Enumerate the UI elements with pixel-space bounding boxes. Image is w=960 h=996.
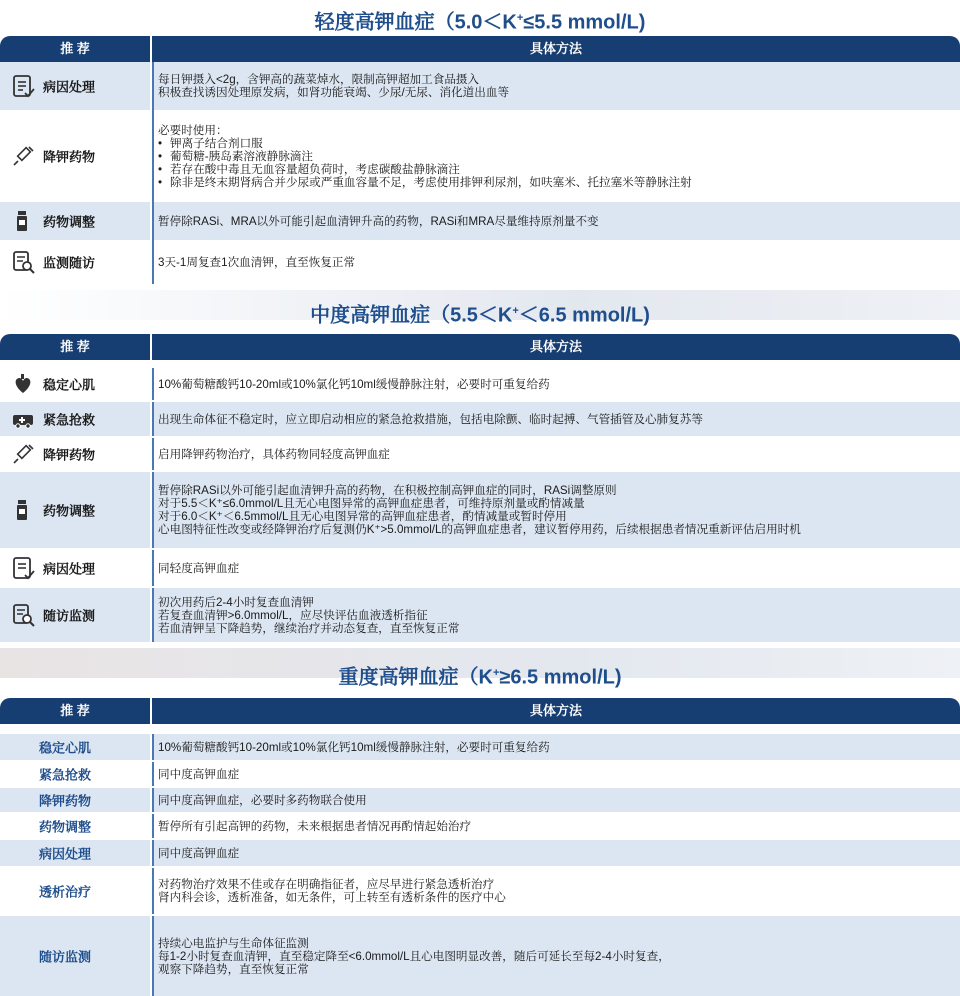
- row-text: 对药物治疗效果不佳或存在明确指征者，应尽早进行紧急透析治疗: [158, 878, 495, 891]
- severe-header-recommend: 推 荐: [0, 698, 150, 724]
- row-label: 病因处理: [43, 561, 96, 577]
- severe-row-rescue: [0, 762, 960, 786]
- severe-row-heart: [0, 734, 960, 760]
- row-text: 若血清钾呈下降趋势，继续治疗并动态复查，直至恢复正常: [158, 621, 460, 635]
- row-text: 同中度高钾血症，必要时多药物联合使用: [158, 793, 367, 807]
- severe-row-monitor: [0, 916, 960, 996]
- row-label: 监测随访: [43, 255, 96, 271]
- syringe-icon: [10, 441, 36, 467]
- row-text: 同轻度高钾血症: [158, 561, 240, 575]
- row-text: 同中度高钾血症: [158, 767, 240, 781]
- row-text: 暂停所有引起高钾的药物，未来根据患者情况再酌情起始治疗: [158, 819, 472, 833]
- row-text: 每日钾摄入<2g，含钾高的蔬菜焯水，限制高钾超加工食品摄入: [158, 73, 480, 86]
- row-text: 每1-2小时复查血清钾，直至稳定降至<6.0mmol/L且心电图明显改善，随后可延长至每2-4小时复查，: [158, 949, 670, 963]
- row-label: 紧急抢救: [43, 412, 96, 428]
- severe-row-drug: [0, 788, 960, 812]
- severe-section-title: 重度高钾血症（K+≥6.5 mmol/L): [338, 666, 622, 689]
- medicine-bottle-icon: [10, 208, 36, 234]
- row-label: 紧急抢救: [38, 767, 91, 783]
- row-label: 降钾药物: [38, 793, 91, 809]
- moderate-table-header: [0, 334, 960, 360]
- moderate-header-method: 具体方法: [152, 334, 960, 360]
- mild-header-method: 具体方法: [152, 36, 960, 62]
- ambulance-icon: [10, 406, 36, 432]
- row-label: 随访监测: [43, 608, 96, 624]
- row-text: • 若存在酸中毒且无血容量超负荷时，考虑碳酸盐静脉滴注: [158, 163, 960, 176]
- severe-header-method: 具体方法: [152, 698, 960, 724]
- mild-row-monitor: [0, 240, 960, 284]
- row-text: 必要时使用：: [158, 123, 228, 137]
- severe-row-adjust: [0, 814, 960, 838]
- row-text: 持续心电监护与生命体征监测: [158, 936, 309, 950]
- row-text: 初次用药后2-4小时复查血清钾: [158, 595, 314, 609]
- row-text: • 葡萄糖-胰岛素溶液静脉滴注: [158, 150, 960, 163]
- moderate-row-drug: [0, 438, 960, 470]
- row-text: 暂停除RASi、MRA以外可能引起血清钾升高的药物，RASi和MRA尽量维持原剂量不变: [158, 214, 599, 228]
- row-label: 稳定心肌: [38, 740, 91, 756]
- row-label: 随访监测: [38, 949, 91, 965]
- moderate-row-rescue: [0, 402, 960, 436]
- row-text: 心电图特征性改变或经降钾治疗后复测仍K⁺>5.0mmol/L的高钾血症患者，建议暂停用药，后续根据患者情况重新评估启用时机: [158, 523, 801, 536]
- syringe-icon: [10, 143, 36, 169]
- row-text: • 除非是终末期肾病合并少尿或严重血容量不足，考虑使用排钾利尿剂，如呋塞米、托拉塞米等静脉注射: [158, 176, 960, 189]
- mild-header-recommend: 推 荐: [0, 36, 150, 62]
- row-text: 启用降钾药物治疗，具体药物同轻度高钾血症: [158, 447, 390, 461]
- row-label: 药物调整: [38, 819, 91, 835]
- row-text: 对于6.0＜K⁺＜6.5mmol/L且无心电图异常的高钾血症患者，酌情减量或暂时停用: [158, 510, 567, 523]
- row-text: 肾内科会诊，透析准备，如无条件，可上转至有透析条件的医疗中心: [158, 891, 506, 904]
- severe-table-header: [0, 698, 960, 724]
- clipboard-icon: [10, 73, 36, 99]
- row-text: 3天-1周复查1次血清钾，直至恢复正常: [158, 255, 356, 269]
- moderate-row-cause: [0, 550, 960, 586]
- severe-row-dialysis: [0, 868, 960, 914]
- row-text: 若复查血清钾>6.0mmol/L，应尽快评估血液透析指征: [158, 608, 428, 622]
- moderate-header-recommend: 推 荐: [0, 334, 150, 360]
- row-label: 药物调整: [43, 503, 96, 519]
- row-text: 同中度高钾血症: [158, 846, 240, 860]
- moderate-row-heart: [0, 368, 960, 400]
- row-text: 出现生命体征不稳定时，应立即启动相应的紧急抢救措施，包括电除颤、临时起搏、气管插管及心肺复苏等: [158, 412, 703, 426]
- row-text: 10%葡萄糖酸钙10-20ml或10%氯化钙10ml缓慢静脉注射，必要时可重复给药: [158, 377, 550, 391]
- mild-table-header: [0, 36, 960, 62]
- monitor-report-icon: [10, 249, 36, 275]
- row-label: 病因处理: [43, 79, 96, 95]
- moderate-row-monitor: [0, 588, 960, 642]
- row-label: 药物调整: [43, 214, 96, 230]
- mild-row-cause: [0, 62, 960, 110]
- row-text: • 钾离子结合剂口服: [158, 137, 960, 150]
- row-text: 10%葡萄糖酸钙10-20ml或10%氯化钙10ml缓慢静脉注射，必要时可重复给药: [158, 740, 550, 754]
- moderate-section-title: 中度高钾血症（5.5＜K+＜6.5 mmol/L): [310, 304, 650, 327]
- row-label: 稳定心肌: [43, 377, 96, 393]
- mild-section-title: 轻度高钾血症（5.0＜K+≤5.5 mmol/L): [314, 11, 646, 34]
- severe-row-cause: [0, 840, 960, 866]
- mild-row-adjust: [0, 202, 960, 240]
- row-text: 对于5.5＜K⁺≤6.0mmol/L且无心电图异常的高钾血症患者，可维持原剂量或酌情减量: [158, 497, 585, 510]
- row-text: 暂停除RASi以外可能引起血清钾升高的药物，在积极控制高钾血症的同时，RASi调整原则: [158, 484, 617, 497]
- moderate-row-adjust: [0, 472, 960, 548]
- row-text: 观察下降趋势，直至恢复正常: [158, 962, 309, 976]
- mild-row-drug: [0, 110, 960, 202]
- heart-icon: [10, 371, 36, 397]
- row-label: 降钾药物: [43, 149, 96, 165]
- row-label: 降钾药物: [43, 447, 96, 463]
- clipboard-icon: [10, 555, 36, 581]
- row-label: 病因处理: [38, 846, 91, 862]
- monitor-report-icon: [10, 602, 36, 628]
- row-text: 积极查找诱因处理原发病，如肾功能衰竭、少尿/无尿、消化道出血等: [158, 86, 510, 99]
- medicine-bottle-icon: [10, 497, 36, 523]
- row-label: 透析治疗: [38, 884, 91, 900]
